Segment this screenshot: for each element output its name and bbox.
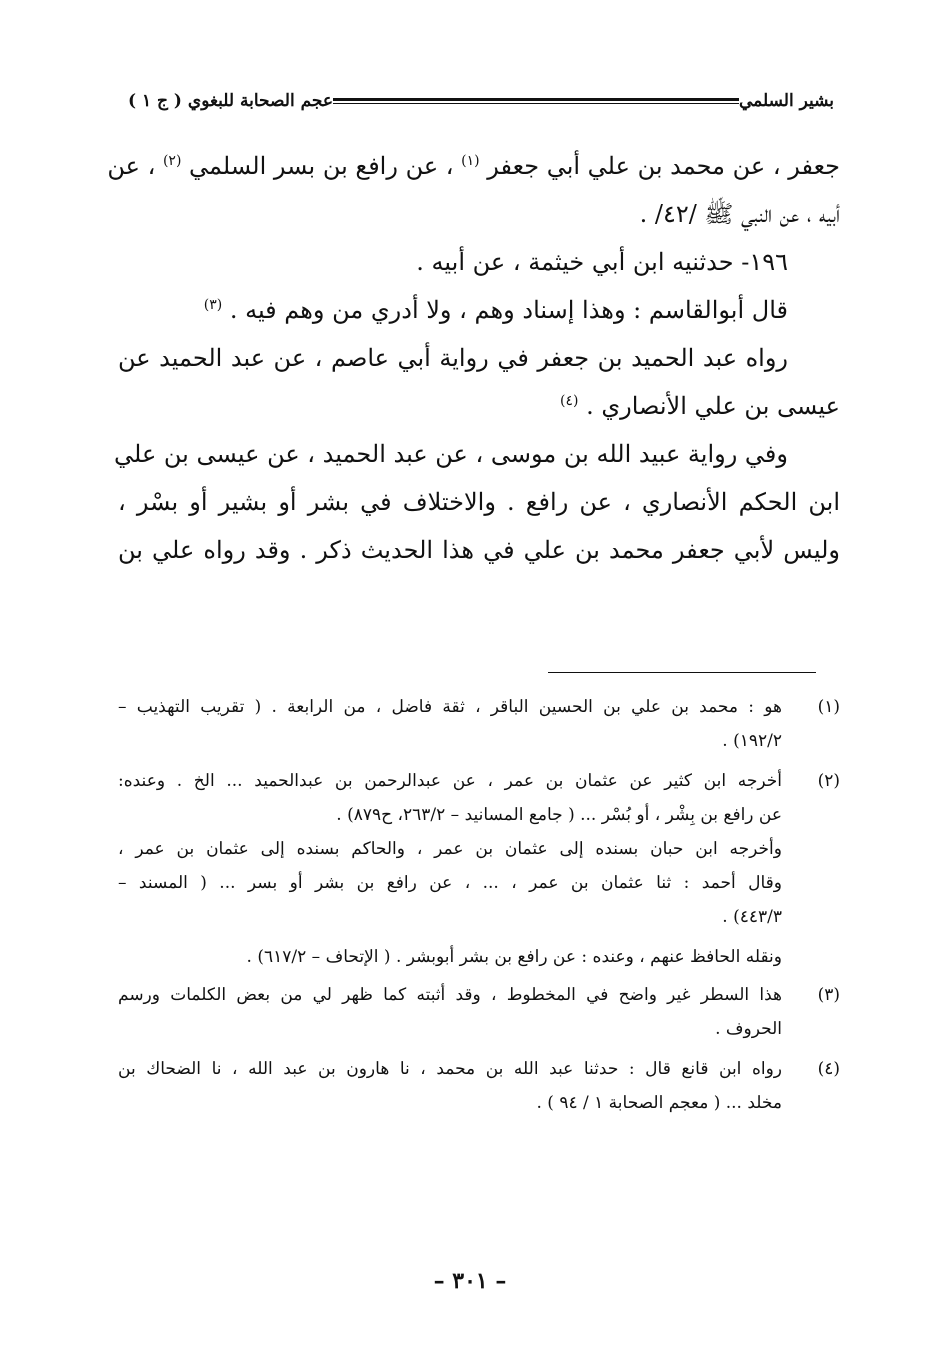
footnote-3 bbox=[118, 978, 840, 1046]
footnote-2 bbox=[118, 764, 840, 832]
running-header bbox=[120, 86, 840, 116]
footnote-marker: (٣) bbox=[203, 297, 223, 313]
page-number: – ٣٠١ – bbox=[433, 1268, 507, 1294]
text-line: قال أبوالقاسم : وهذا إسناد وهم ، ولا أدري من وهم فيه . $^{(٣)}$ bbox=[203, 296, 788, 324]
text-line: عيسى بن علي الأنصاري . $^{(٤)}$ bbox=[560, 392, 840, 420]
footnote-marker: (٤) bbox=[560, 393, 579, 409]
footnote-line: هذا السطر غير واضح في المخطوط ، وقد أثبته كما ظهر لي من بعض الكلمات ورسم bbox=[118, 985, 782, 1005]
footnote-line: وقال أحمد : ثنا عثمان بن عمر ، ... ، عن رافع بن بشر أو بسر ... ( المسند – bbox=[118, 873, 782, 893]
footnote-1 bbox=[118, 690, 840, 758]
text-line: ابن الحكم الأنصاري ، عن رافع . والاختلاف في بشر أو بشير أو بسْر ، bbox=[118, 488, 840, 516]
main-text bbox=[107, 142, 840, 574]
book-title: عجم الصحابة للبغوي ( ج ١ ) bbox=[128, 91, 334, 111]
footnote-separator bbox=[548, 672, 816, 673]
footnote-marker: (٢) bbox=[162, 153, 182, 169]
footnote-line: أخرجه ابن كثير عن عثمان بن عمر ، عن عبدالرحمن بن عبدالحميد ... الخ . وعنده: bbox=[118, 771, 782, 791]
footnote-line: ١٩٢/٢) . bbox=[722, 731, 782, 751]
footnote-line: هو : محمد بن علي بن الحسين الباقر ، ثقة فاضل ، من الرابعة . ( تقريب التهذيب – bbox=[118, 697, 782, 717]
text-line: رواه عبد الحميد بن جعفر في رواية أبي عاصم ، عن عبد الحميد عن bbox=[118, 344, 788, 372]
text-line: وفي رواية عبيد الله بن موسى ، عن عبد الحميد ، عن عيسى بن علي bbox=[114, 440, 788, 468]
entry-name: بشير السلمي bbox=[738, 91, 834, 111]
footnote-number: (٣) bbox=[817, 985, 840, 1005]
text-line: وليس لأبي جعفر محمد بن علي في هذا الحديث ذكر . وقد رواه علي بن bbox=[118, 536, 840, 564]
footnote-line: الحروف . bbox=[715, 1019, 782, 1039]
header-rule bbox=[333, 98, 739, 104]
footnote-line: رواه ابن قانع قال : حدثنا عبد الله بن محمد ، نا هارون بن عبد الله ، نا الضحاك بن bbox=[118, 1059, 782, 1079]
text-line: جعفر ، عن محمد بن علي أبي جعفر $^{(١)}$ ، عن رافع بن بسر السلمي $^{(٢)}$ ، عن bbox=[107, 152, 840, 180]
footnote-line: مخلد ... ( معجم الصحابة ١ / ٩٤ ) . bbox=[536, 1093, 782, 1113]
footnote-number: (٤) bbox=[817, 1059, 840, 1079]
footnote-line: ٤٤٣/٣) . bbox=[722, 907, 782, 927]
footnote-marker: (١) bbox=[461, 153, 480, 169]
text-line: أبيه ، عن النبي ﷺ /٤٢/ . bbox=[639, 200, 840, 228]
footnote-line: وأخرجه ابن حبان بسنده إلى عثمان بن عمر ، والحاكم بسنده إلى عثمان بن عمر ، bbox=[118, 839, 782, 859]
footnote-2-continued bbox=[118, 832, 840, 974]
footnote-line: عن رافع بن بِشْر ، أو بُسْر ... ( جامع المسانيد – ٢٦٣/٢، ح٨٧٩) . bbox=[336, 805, 782, 825]
footnote-number: (٢) bbox=[817, 771, 840, 791]
footnote-line: ونقله الحافظ عنهم ، وعنده : عن رافع بن بشر أبوبشر . ( الإتحاف – ٦١٧/٢) . bbox=[246, 947, 782, 967]
footnotes bbox=[118, 690, 840, 1126]
footnote-number: (١) bbox=[817, 697, 840, 717]
hadith-number-line: ١٩٦- حدثنيه ابن أبي خيثمة ، عن أبيه . bbox=[416, 248, 788, 276]
footnote-4 bbox=[118, 1052, 840, 1120]
